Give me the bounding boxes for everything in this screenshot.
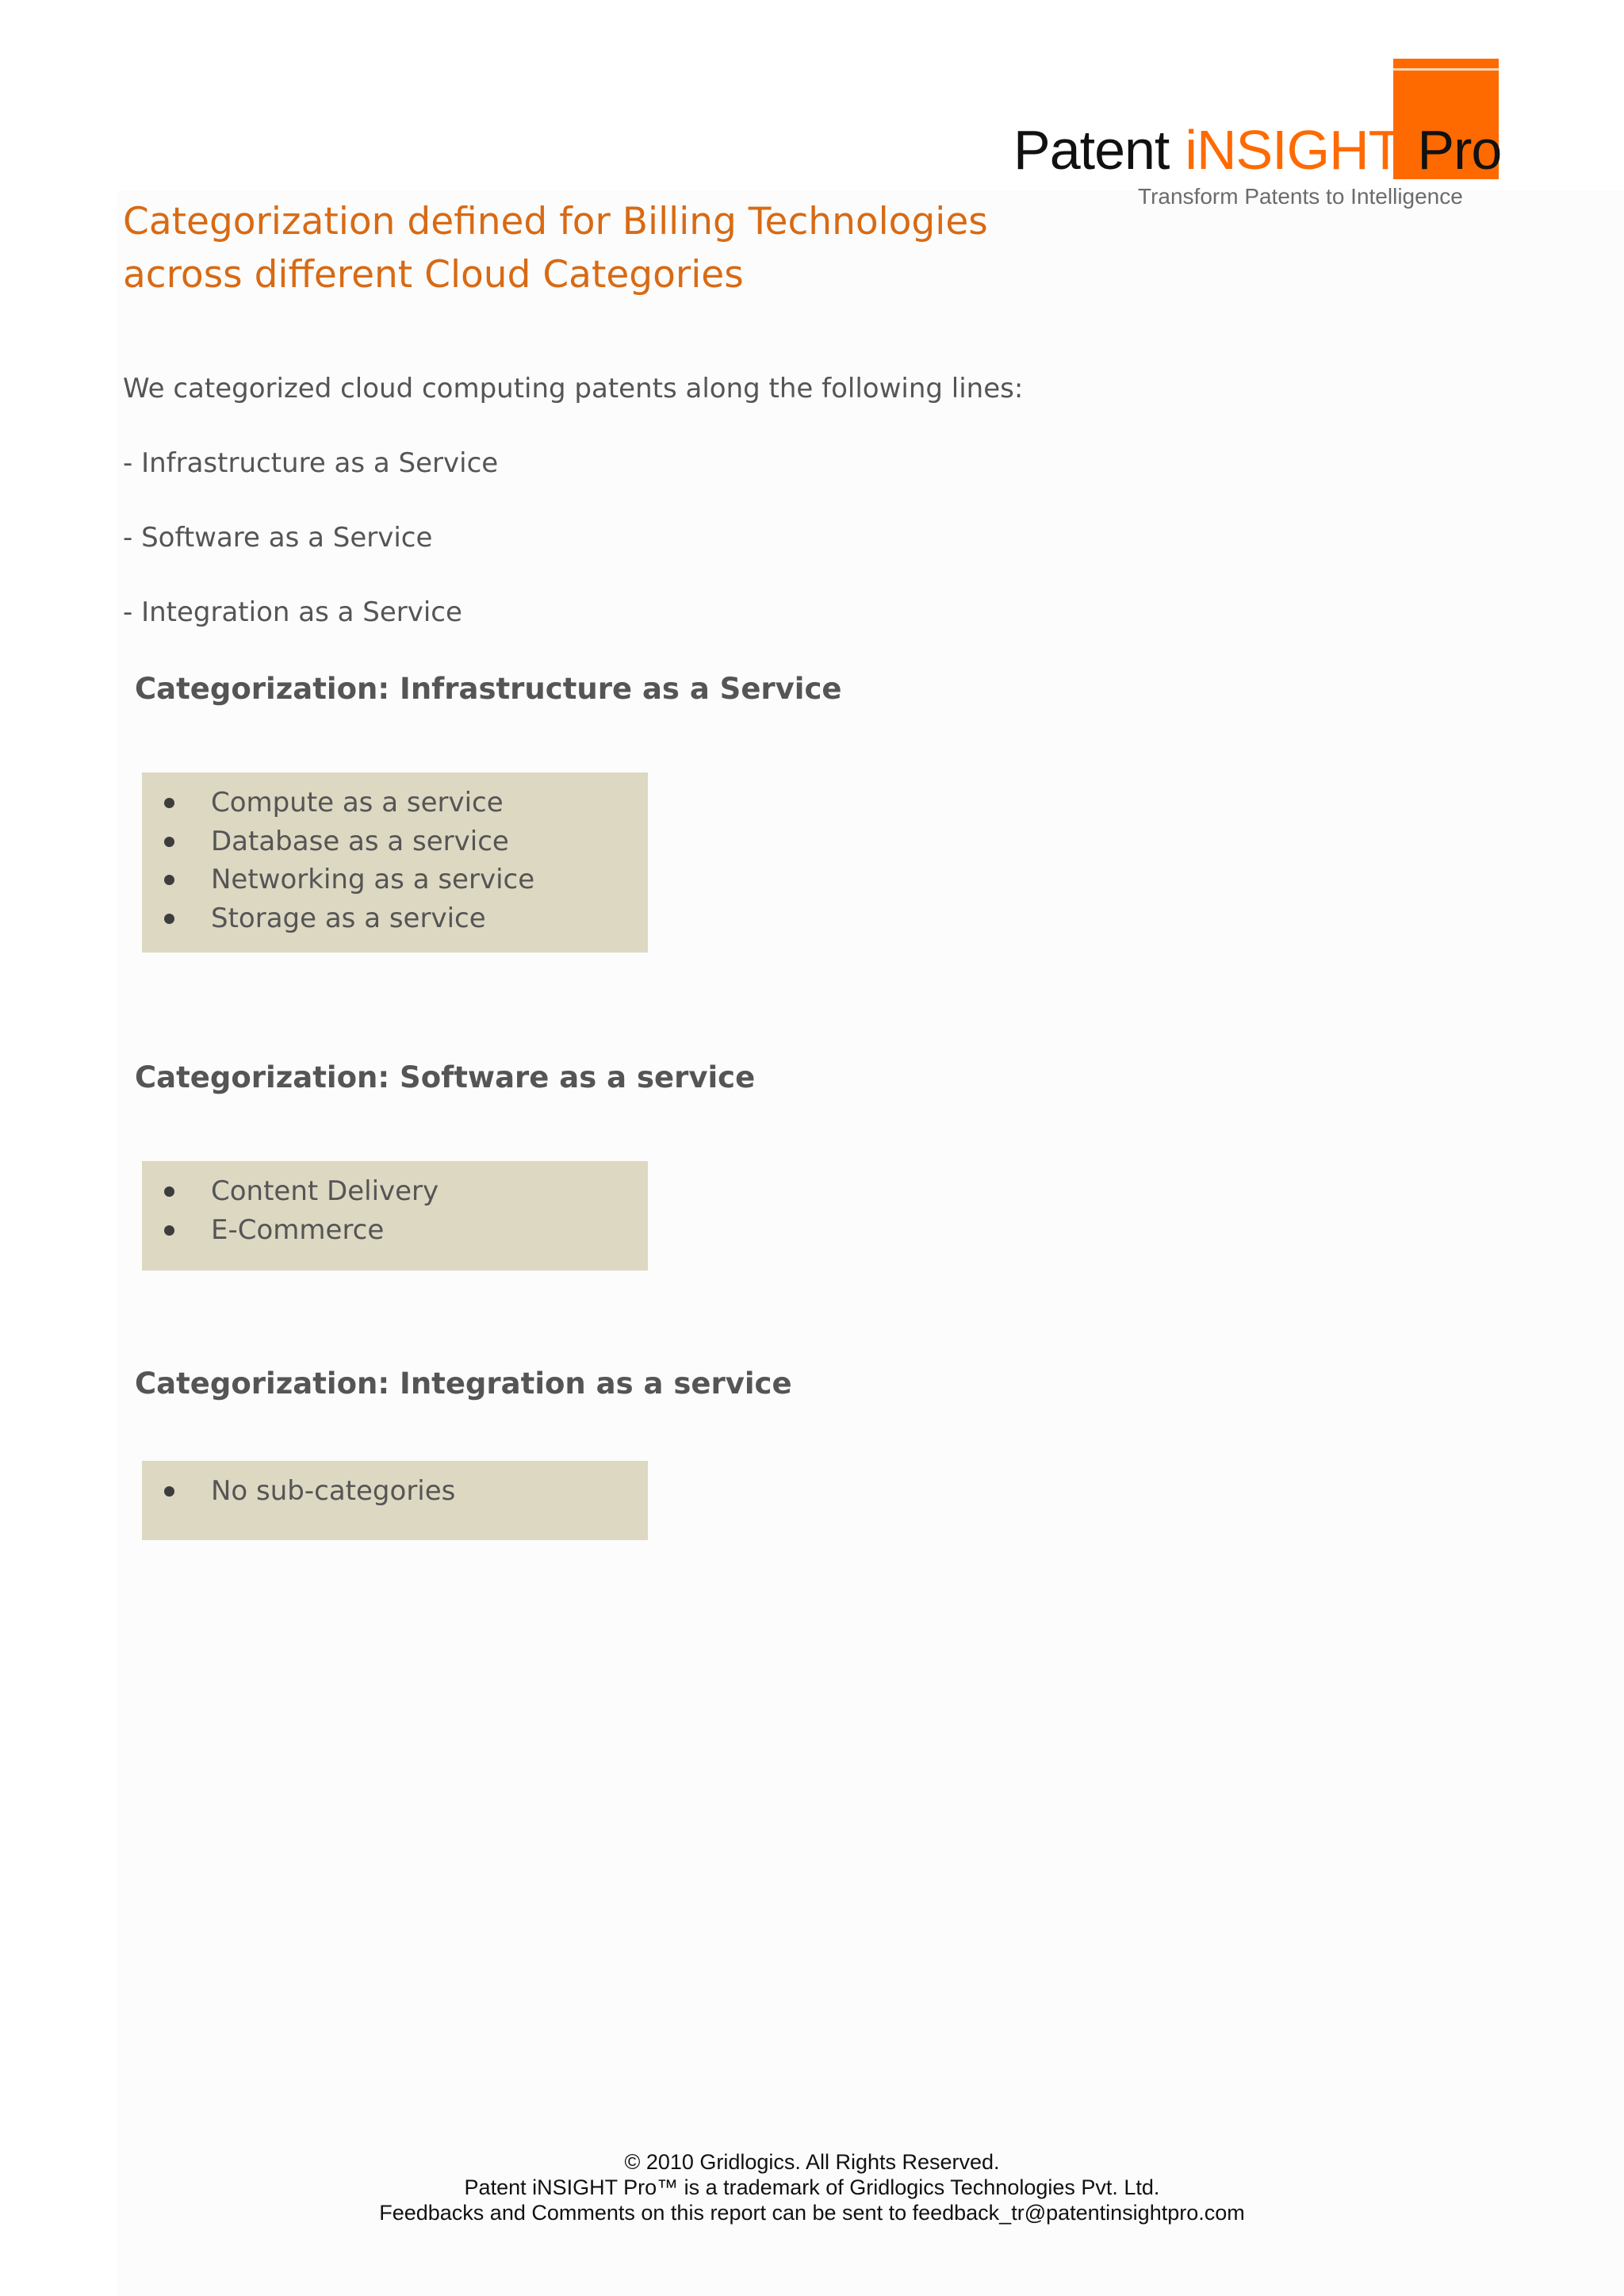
page-title-line-2: across different Cloud Categories (123, 253, 744, 297)
bullet-icon (164, 914, 174, 924)
category-list-saas (142, 1161, 648, 1249)
intro-line-integration: - Integration as a Service (123, 596, 462, 628)
list-item: Storage as a service (142, 899, 648, 938)
intro-text: We categorized cloud computing patents along the following lines: (123, 373, 1024, 404)
category-box-integration (142, 1461, 648, 1540)
bullet-icon (164, 798, 174, 808)
category-list-integration (142, 1461, 648, 1511)
category-box-saas (142, 1161, 648, 1271)
list-item: E-Commerce (142, 1211, 648, 1250)
list-item: Database as a service (142, 822, 648, 861)
page-title-line-1: Categorization defined for Billing Technologies (123, 200, 988, 243)
list-item: Content Delivery (142, 1172, 648, 1211)
bullet-icon (164, 875, 174, 885)
page-footer (0, 2149, 1624, 2225)
logo-word-insight: iNSIGHT (1185, 119, 1402, 181)
logo-tagline: Transform Patents to Intelligence (1138, 184, 1463, 209)
bullet-icon (164, 1186, 174, 1197)
logo-word-pro: Pro (1417, 119, 1502, 181)
footer-feedback: Feedbacks and Comments on this report can be sent to feedback_tr@patentinsightpro.com (379, 2201, 1245, 2225)
section-heading-saas: Categorization: Software as a service (135, 1060, 756, 1094)
section-heading-iaas: Categorization: Infrastructure as a Service (135, 672, 842, 706)
bullet-icon (164, 1225, 174, 1236)
intro-line-iaas: - Infrastructure as a Service (123, 447, 499, 479)
bullet-icon (164, 837, 174, 847)
footer-trademark: Patent iNSIGHT Pro™ is a trademark of Gridlogics Technologies Pvt. Ltd. (464, 2175, 1160, 2199)
page-title (123, 195, 1035, 301)
category-list-iaas (142, 772, 648, 937)
intro-line-saas: - Software as a Service (123, 522, 433, 554)
footer-copyright: © 2010 Gridlogics. All Rights Reserved. (624, 2150, 1000, 2174)
bullet-icon (164, 1486, 174, 1497)
logo-accent-line (1393, 68, 1499, 71)
logo-word-patent: Patent (1013, 119, 1170, 181)
list-item: Networking as a service (142, 861, 648, 899)
list-item: No sub-categories (142, 1472, 648, 1511)
section-heading-integration: Categorization: Integration as a service (135, 1366, 792, 1401)
logo-wordmark (1013, 119, 1502, 181)
category-box-iaas (142, 772, 648, 953)
list-item: Compute as a service (142, 784, 648, 822)
brand-logo (1007, 59, 1502, 209)
